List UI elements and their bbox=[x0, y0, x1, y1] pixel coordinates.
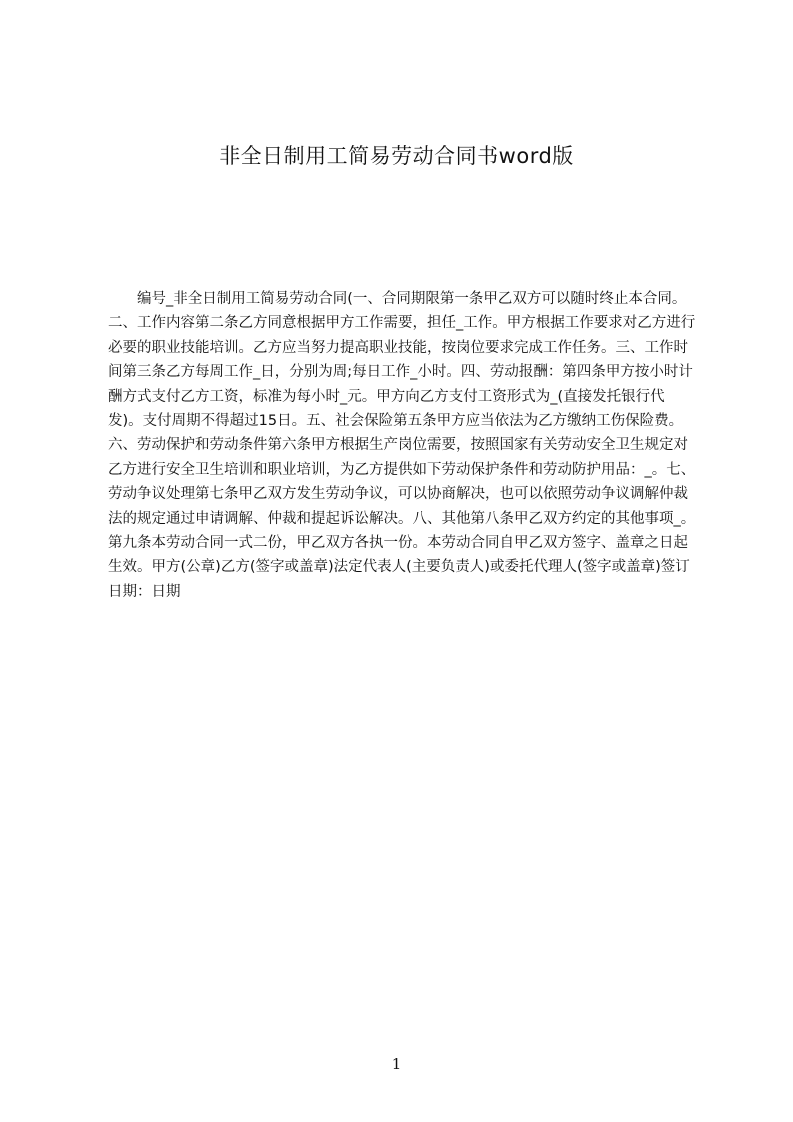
page-number: 1 bbox=[391, 1055, 402, 1073]
document-title: 非全日制用工简易劳动合同书word版 bbox=[219, 144, 574, 168]
document-body: 编号_非全日制用工简易劳动合同(一、合同期限第一条甲乙双方可以随时终止本合同。二、工作内容第二条乙方同意根据甲方工作需要，担任_工作。甲方根据工作要求对乙方进行必要的职业技能培训。乙方应当努力提高职业技能，按岗位要求完成工作任务。三、工作时间第三条乙方每周工作_日，分别为周;每日工作_小时。四、劳动报酬：第四条甲方按小时计酬方式支付乙方工资，标准为每小时_元。甲方向乙方支付工资形式为_(直接发托银行代发)。支付周期不得超过15日。五、社会保险第五条甲方应当依法为乙方缴纳工伤保险费。六、劳动保护和劳动条件第六条甲方根据生产岗位需要，按照国家有关劳动安全卫生规定对乙方进行安全卫生培训和职业培训，为乙方提供如下劳动保护条件和劳动防护用品：_。七、劳动争议处理第七条甲乙双方发生劳动争议，可以协商解决，也可以依照劳动争议调解仲裁法的规定通过申请调解、仲裁和提起诉讼解决。八、其他第八条甲乙双方约定的其他事项_。第九条本劳动合同一式二份，甲乙双方各执一份。本劳动合同自甲乙双方签字、盖章之日起生效。甲方(公章)乙方(签字或盖章)法定代表人(主要负责人)或委托代理人(签字或盖章)签订日期：日期 bbox=[108, 291, 696, 600]
